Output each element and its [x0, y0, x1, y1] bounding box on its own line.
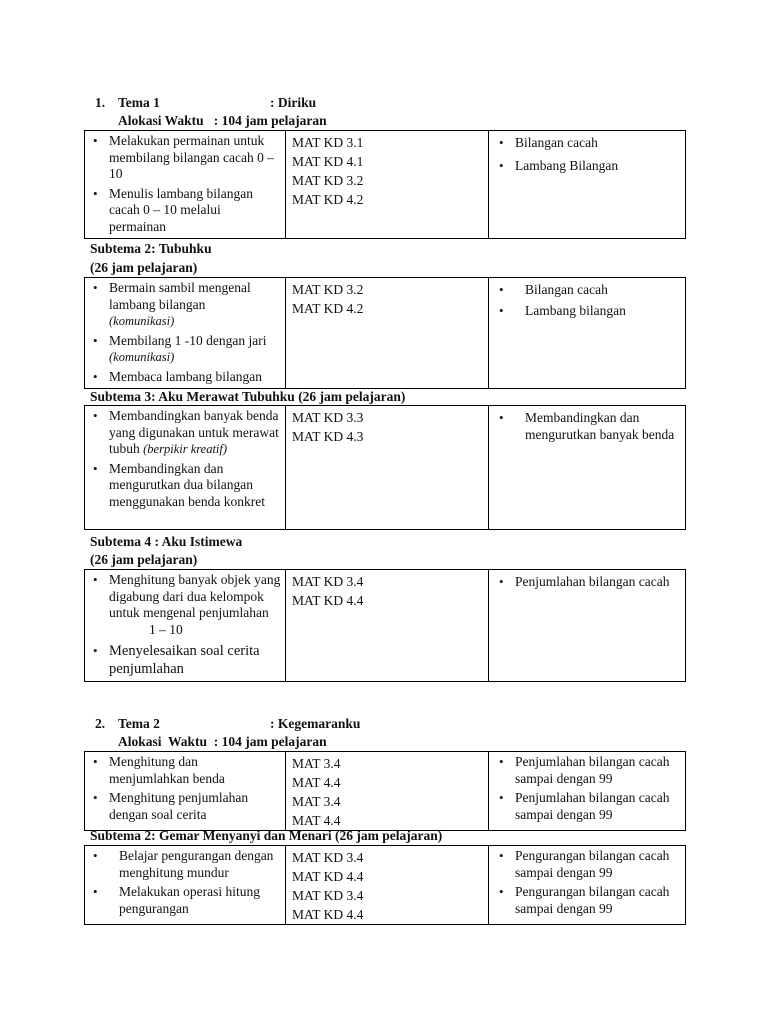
kd-item: MAT KD 3.4 [292, 888, 364, 903]
table-row [85, 570, 686, 682]
kd-cell [286, 752, 489, 831]
tema1-theme: : Diriku [270, 95, 317, 110]
kd-item: MAT KD 3.2 [292, 282, 364, 297]
kd-item: MAT KD 3.3 [292, 410, 364, 425]
table-row [85, 752, 686, 831]
list-item: • Pengurangan bilangan cacah sampai dengan 99 [495, 848, 681, 881]
kd-cell [286, 406, 489, 530]
list-item [89, 333, 281, 366]
list-item: • Membandingkan dan mengurutkan banyak benda [495, 410, 681, 443]
activity-text: Bermain sambil mengenal lambang bilangan [109, 280, 251, 312]
list-item [89, 408, 281, 458]
activities-cell [85, 278, 286, 389]
list-item: • Penjumlahan bilangan cacah sampai dengan 99 [495, 754, 681, 787]
tema2-table [84, 751, 686, 831]
table-row [85, 846, 686, 925]
subtema-hours: (26 jam pelajaran) [90, 260, 198, 275]
tema2-title: Tema 2 [118, 716, 160, 731]
list-item: • Lambang bilangan [495, 303, 681, 320]
list-item [89, 572, 281, 638]
subtema4-table [84, 569, 686, 682]
kd-cell [286, 131, 489, 239]
kd-cell [286, 278, 489, 389]
list-item: • Membandingkan dan mengurutkan dua bilangan menggunakan benda konkret [89, 461, 281, 511]
kd-item: MAT KD 4.1 [292, 154, 364, 169]
list-item: • Pengurangan bilangan cacah sampai dengan 99 [495, 884, 681, 917]
kd-item: MAT 4.4 [292, 775, 341, 790]
tema1-alokasi: Alokasi Waktu : 104 jam pelajaran [118, 113, 327, 128]
kd-item: MAT KD 4.4 [292, 907, 364, 922]
activities-cell [85, 846, 286, 925]
tema2-theme: : Kegemaranku [270, 716, 361, 731]
activity-range: 1 – 10 [149, 621, 183, 637]
activities-cell [85, 752, 286, 831]
tema2-subtema2-table [84, 845, 686, 925]
activities-cell [85, 406, 286, 530]
activity-note: (berpikir kreatif) [143, 442, 228, 456]
list-item: • Menghitung dan menjumlahkan benda [89, 754, 281, 787]
list-item: • Bilangan cacah [495, 135, 681, 152]
kd-item: MAT 4.4 [292, 813, 341, 828]
list-item: • Melakukan operasi hitung pengurangan [89, 884, 281, 917]
list-item: • Belajar pengurangan dengan menghitung mundur [89, 848, 281, 881]
activities-cell [85, 570, 286, 682]
kd-item: MAT KD 4.3 [292, 429, 364, 444]
materi-cell [489, 570, 686, 682]
materi-cell [489, 131, 686, 239]
kd-item: MAT KD 4.4 [292, 869, 364, 884]
activity-note: (komunikasi) [109, 314, 175, 328]
materi-cell [489, 752, 686, 831]
kd-item: MAT KD 3.4 [292, 850, 364, 865]
list-item: • Penjumlahan bilangan cacah [495, 574, 681, 591]
activity-note: (komunikasi) [109, 350, 175, 364]
kd-item: MAT KD 4.4 [292, 593, 364, 608]
list-item [89, 280, 281, 330]
tema1-table [84, 130, 686, 239]
table-row [85, 406, 686, 530]
kd-item: MAT 3.4 [292, 756, 341, 771]
subtema-heading: Subtema 3: Aku Merawat Tubuhku (26 jam pelajaran) [90, 389, 406, 404]
kd-item: MAT KD 4.2 [292, 192, 364, 207]
materi-cell [489, 406, 686, 530]
subtema3-table [84, 405, 686, 530]
kd-item: MAT KD 3.2 [292, 173, 364, 188]
activity-text: Membilang 1 -10 dengan jari [109, 332, 267, 348]
kd-item: MAT 3.4 [292, 794, 341, 809]
materi-cell [489, 846, 686, 925]
kd-cell [286, 570, 489, 682]
list-item: • Melakukan permainan untuk membilang bilangan cacah 0 – 10 [89, 133, 281, 183]
kd-item: MAT KD 3.1 [292, 135, 364, 150]
activities-cell [85, 131, 286, 239]
subtema-hours: (26 jam pelajaran) [90, 552, 198, 567]
activity-text: Menghitung banyak objek yang digabung dari dua kelompok untuk mengenal penjumlahan [109, 572, 281, 620]
kd-item: MAT KD 3.4 [292, 574, 364, 589]
tema2-alokasi: Alokasi Waktu : 104 jam pelajaran [118, 734, 327, 749]
list-item: • Bilangan cacah [495, 282, 681, 299]
subtema-heading: Subtema 4 : Aku Istimewa [90, 534, 243, 549]
subtema-heading: Subtema 2: Tubuhku [90, 241, 212, 256]
materi-cell [489, 278, 686, 389]
list-item: • Penjumlahan bilangan cacah sampai dengan 99 [495, 790, 681, 823]
tema1-number: 1. [95, 95, 106, 110]
tema2-number: 2. [95, 716, 106, 731]
kd-cell [286, 846, 489, 925]
list-item: • Menulis lambang bilangan cacah 0 – 10 melalui permainan [89, 186, 281, 236]
subtema2-table [84, 277, 686, 389]
list-item: • Lambang Bilangan [495, 158, 681, 175]
activity-text: Membandingkan banyak benda yang digunakan untuk merawat tubuh [109, 408, 279, 456]
list-item: • Menghitung penjumlahan dengan soal cerita [89, 790, 281, 823]
tema1-title: Tema 1 [118, 95, 160, 110]
list-item: • Membaca lambang bilangan [89, 369, 281, 386]
table-row [85, 131, 686, 239]
kd-item: MAT KD 4.2 [292, 301, 364, 316]
table-row [85, 278, 686, 389]
list-item: • Menyelesaikan soal cerita penjumlahan [89, 642, 281, 678]
subtema-heading: Subtema 2: Gemar Menyanyi dan Menari (26 jam pelajaran) [90, 828, 443, 843]
